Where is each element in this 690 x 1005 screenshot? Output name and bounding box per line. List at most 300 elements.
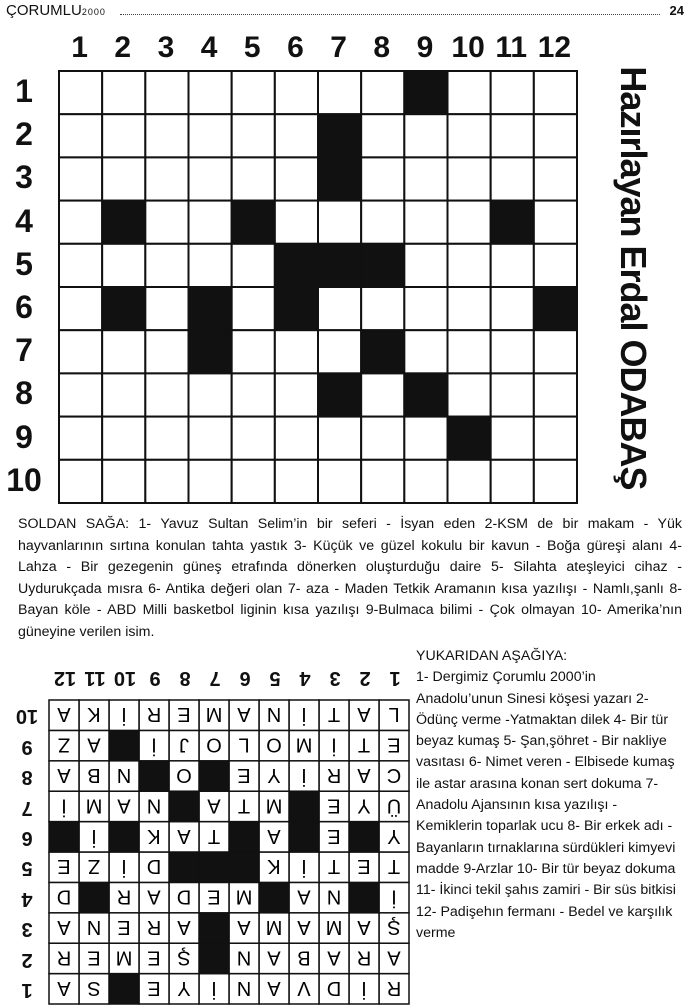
solution-letter: K: [147, 824, 161, 847]
answer-cell[interactable]: [145, 287, 188, 330]
solution-letter: Ü: [386, 794, 402, 817]
author-credit: Hazırlayan Erdal ODABAŞ: [612, 66, 654, 490]
black-cell: [189, 287, 232, 330]
solution-letter: İ: [61, 794, 67, 817]
publication-year: 2000: [81, 7, 106, 17]
answer-cell[interactable]: [275, 330, 318, 373]
answer-cell[interactable]: [59, 330, 102, 373]
answer-cell[interactable]: [275, 114, 318, 157]
solution-letter: K: [87, 703, 101, 726]
answer-cell[interactable]: [404, 157, 447, 200]
black-cell: [318, 373, 361, 416]
answer-cell[interactable]: [448, 157, 491, 200]
solution-letter: M: [115, 946, 133, 969]
answer-cell[interactable]: [189, 373, 232, 416]
black-cell: [361, 244, 404, 287]
column-label: 4: [200, 31, 218, 64]
solution-letter: Z: [57, 733, 71, 756]
answer-cell[interactable]: [361, 373, 404, 416]
column-label: 2: [114, 31, 132, 64]
black-cell: [491, 201, 534, 244]
solution-letter: A: [87, 733, 101, 756]
solution-letter: R: [56, 946, 72, 969]
solution-column-label: 2: [359, 667, 371, 689]
answer-cell[interactable]: [491, 287, 534, 330]
solution-letter: J: [179, 733, 189, 756]
solution-black-cell: [139, 761, 169, 791]
black-cell: [534, 287, 577, 330]
solution-column-label: 11: [84, 667, 106, 689]
black-cell: [275, 244, 318, 287]
page-header: [0, 0, 690, 22]
solution-letter: N: [116, 764, 132, 786]
solution-letter: N: [326, 885, 342, 908]
solution-row-label: 1: [21, 979, 33, 1001]
answer-cell[interactable]: [145, 114, 188, 157]
solution-letter: A: [267, 946, 281, 969]
solution-letter: V: [297, 976, 311, 999]
solution-letter: İ: [151, 733, 157, 756]
solution-letter: E: [327, 794, 341, 817]
solution-letter: Y: [267, 764, 281, 786]
solution-letter: T: [237, 794, 251, 817]
answer-cell[interactable]: [448, 114, 491, 157]
solution-letter: A: [267, 824, 281, 847]
solution-letter: A: [297, 885, 311, 908]
answer-cell[interactable]: [361, 114, 404, 157]
answer-cell[interactable]: [232, 373, 275, 416]
answer-cell[interactable]: [59, 71, 102, 114]
solution-black-cell: [259, 882, 289, 912]
solution-letter: İ: [301, 764, 307, 786]
solution-letter: İ: [211, 976, 217, 999]
answer-cell[interactable]: [318, 460, 361, 503]
down-clues: [416, 646, 678, 944]
solution-letter: Ş: [387, 916, 401, 938]
answer-cell[interactable]: [491, 460, 534, 503]
answer-cell[interactable]: [275, 71, 318, 114]
solution-letter: A: [207, 794, 221, 817]
answer-cell[interactable]: [318, 287, 361, 330]
solution-letter: A: [387, 946, 401, 969]
solution-letter: R: [146, 916, 162, 938]
solution-letter: L: [388, 703, 400, 726]
solution-letter: İ: [121, 703, 127, 726]
answer-cell[interactable]: [275, 460, 318, 503]
answer-cell[interactable]: [145, 244, 188, 287]
answer-cell[interactable]: [448, 244, 491, 287]
solution-grid: [48, 699, 410, 1005]
answer-cell[interactable]: [102, 330, 145, 373]
solution-letter: B: [297, 946, 311, 969]
solution-letter: R: [386, 976, 402, 999]
solution-letter: D: [326, 976, 342, 999]
answer-cell[interactable]: [404, 460, 447, 503]
solution-letter: N: [86, 916, 102, 938]
answer-cell[interactable]: [232, 71, 275, 114]
solution-column-label: 12: [53, 667, 77, 689]
column-label: 11: [495, 31, 528, 64]
answer-cell[interactable]: [189, 244, 232, 287]
answer-cell[interactable]: [491, 417, 534, 460]
answer-cell[interactable]: [102, 417, 145, 460]
solution-letter: R: [116, 885, 132, 908]
solution-row-label: 7: [21, 796, 33, 819]
solution-row-label: 8: [21, 766, 33, 789]
answer-cell[interactable]: [318, 330, 361, 373]
answer-cell[interactable]: [232, 330, 275, 373]
solution-row-label: 6: [21, 827, 33, 849]
answer-cell[interactable]: [361, 287, 404, 330]
solution-row-labels: [10, 701, 44, 1005]
row-label: 6: [15, 289, 33, 325]
answer-cell[interactable]: [404, 244, 447, 287]
solution-black-cell: [49, 822, 79, 852]
answer-cell[interactable]: [59, 417, 102, 460]
answer-cell[interactable]: [491, 330, 534, 373]
column-label: 1: [71, 31, 88, 64]
solution-letter: İ: [301, 703, 307, 726]
down-clues-title: YUKARIDAN AŞAĞIYA:: [416, 648, 568, 664]
solution-letter: D: [146, 855, 162, 878]
answer-cell[interactable]: [102, 244, 145, 287]
solution-letter: A: [357, 703, 371, 726]
answer-cell[interactable]: [232, 114, 275, 157]
solution-letter: E: [237, 764, 251, 786]
solution-letter: L: [238, 733, 250, 756]
solution-letter: M: [265, 916, 283, 938]
solution-column-label: 10: [113, 667, 137, 689]
black-cell: [102, 201, 145, 244]
row-label: 4: [15, 202, 33, 239]
solution-black-cell: [349, 882, 379, 912]
answer-cell[interactable]: [232, 460, 275, 503]
answer-cell[interactable]: [404, 330, 447, 373]
answer-cell[interactable]: [491, 157, 534, 200]
answer-cell[interactable]: [145, 373, 188, 416]
solution-letter: İ: [391, 885, 397, 908]
solution-black-cell: [199, 913, 229, 943]
solution-black-cell: [169, 852, 199, 882]
black-cell: [318, 244, 361, 287]
solution-letter: A: [57, 703, 71, 726]
answer-cell[interactable]: [189, 71, 232, 114]
solution-letter: N: [236, 946, 252, 969]
row-label: 5: [15, 245, 33, 282]
answer-cell[interactable]: [448, 287, 491, 330]
answer-cell[interactable]: [102, 71, 145, 114]
solution-letter: İ: [361, 976, 367, 999]
answer-cell[interactable]: [145, 417, 188, 460]
row-label: 8: [15, 375, 33, 412]
solution-column-label: 3: [329, 667, 341, 689]
answer-cell[interactable]: [361, 460, 404, 503]
answer-cell[interactable]: [232, 244, 275, 287]
answer-cell[interactable]: [448, 330, 491, 373]
solution-letter: M: [205, 703, 223, 726]
solution-letter: A: [237, 703, 251, 726]
answer-cell[interactable]: [361, 417, 404, 460]
answer-cell[interactable]: [59, 244, 102, 287]
column-label: 5: [243, 31, 261, 64]
solution-letter: E: [387, 733, 401, 756]
solution-black-cell: [229, 852, 259, 882]
solution-row-label: 10: [15, 705, 39, 728]
solution-letter: A: [57, 976, 71, 999]
answer-cell[interactable]: [491, 244, 534, 287]
solution-letter: T: [327, 703, 341, 726]
answer-cell[interactable]: [534, 114, 577, 157]
solution-row-label: 5: [21, 857, 33, 880]
header-rule: [120, 14, 660, 15]
solution-panel: [6, 660, 410, 1005]
answer-cell[interactable]: [404, 287, 447, 330]
puzzle-column-labels: [58, 30, 576, 66]
row-label: 10: [6, 461, 42, 498]
answer-cell[interactable]: [102, 157, 145, 200]
answer-cell[interactable]: [232, 287, 275, 330]
solution-letter: R: [356, 946, 372, 969]
answer-cell[interactable]: [534, 201, 577, 244]
column-label: 12: [537, 31, 572, 64]
answer-cell[interactable]: [145, 460, 188, 503]
column-label: 3: [157, 31, 175, 64]
black-cell: [232, 201, 275, 244]
row-label: 9: [15, 418, 33, 455]
solution-letter: E: [117, 916, 131, 938]
answer-cell[interactable]: [275, 373, 318, 416]
solution-letter: E: [177, 703, 191, 726]
solution-letter: İ: [331, 733, 337, 756]
black-cell: [404, 373, 447, 416]
solution-letter: E: [147, 976, 161, 999]
solution-column-labels: [50, 663, 410, 693]
answer-cell[interactable]: [275, 157, 318, 200]
answer-cell[interactable]: [102, 373, 145, 416]
answer-cell[interactable]: [232, 157, 275, 200]
answer-cell[interactable]: [189, 417, 232, 460]
solution-letter: E: [57, 855, 71, 878]
solution-letter: E: [357, 855, 371, 878]
solution-black-cell: [169, 791, 199, 821]
solution-letter: N: [236, 976, 252, 999]
down-clues-text: 1- Dergimiz Çorumlu 2000’in Anadolu’unun Sinesi köşesi yazarı 2- Ödünç verme -Yatmaktan dilek 4- Bir tür beyaz kumaş 5- Şan,şöhret - Bir nakliye vasıtası 6- Nimet veren - Elbisede kumaş ile astar arasına konan sert dokuma 7- Anadolu Ajansının kısa yazılışı - Kemiklerin toparlak ucu 8- Bir erkek adı - Bayanların tırnaklarına sürdükleri kimyevi madde 9-Arzlar 10- Bir tür beyaz dokuma 11- İkinci tekil şahıs zamiri - Bir süs bitkisi 12- Padişehın fermanı - Bedel ve karşılık verme: [416, 669, 676, 941]
solution-column-label: 9: [149, 667, 161, 689]
column-label: 7: [330, 31, 347, 64]
answer-cell[interactable]: [318, 71, 361, 114]
black-cell: [448, 417, 491, 460]
answer-cell[interactable]: [361, 71, 404, 114]
answer-cell[interactable]: [145, 201, 188, 244]
answer-cell[interactable]: [448, 460, 491, 503]
solution-letter: O: [206, 733, 222, 756]
solution-column-label: 1: [389, 667, 401, 689]
answer-cell[interactable]: [232, 417, 275, 460]
answer-cell[interactable]: [491, 114, 534, 157]
solution-letter: E: [327, 824, 341, 847]
answer-cell[interactable]: [59, 287, 102, 330]
solution-letter: O: [176, 764, 192, 786]
solution-letter: N: [146, 794, 162, 817]
solution-black-cell: [199, 761, 229, 791]
solution-column-label: 6: [239, 667, 251, 689]
solution-letter: A: [117, 794, 131, 817]
answer-cell[interactable]: [145, 157, 188, 200]
answer-cell[interactable]: [59, 460, 102, 503]
solution-black-cell: [349, 822, 379, 852]
solution-letter: İ: [121, 855, 127, 878]
solution-row-label: 9: [21, 735, 33, 758]
answer-cell[interactable]: [534, 417, 577, 460]
solution-letter: A: [177, 916, 191, 938]
across-clues: SOLDAN SAĞA: 1- Yavuz Sultan Selim’in bir seferi - İsyan eden 2-KSM de bir makam - Yük hayvanlarının sırtına konulan tahta yastık 3- Küçük ve güzel kokulu bir kavun - Boğa güreşi alanı 4- Lahza - Bir gezegenin güneş etrafında dönerken oluşturduğu daire 5- Silahta ateşleyici cihaz - Uydurukçada mısra 6- Antika değeri olan 7- aza - Maden Tetkik Aramanın kısa yazılışı - Namlı,şanlı 8- Bayan köle - ABD Milli basketbol liginin kısa yazılışı 9-Bulmaca bilimi - Çok olmayan 10- Amerika’nın güneyine verilen isim.: [18, 516, 682, 640]
answer-cell[interactable]: [189, 460, 232, 503]
solution-letter: N: [266, 703, 282, 726]
solution-row-label: 4: [21, 887, 33, 910]
answer-cell[interactable]: [189, 201, 232, 244]
puzzle-row-labels: [0, 70, 56, 502]
solution-black-cell: [289, 791, 319, 821]
solution-letter: A: [357, 916, 371, 938]
answer-cell[interactable]: [361, 201, 404, 244]
solution-letter: R: [326, 764, 342, 786]
answer-cell[interactable]: [102, 114, 145, 157]
solution-column-label: 5: [269, 667, 281, 689]
solution-letter: Y: [387, 824, 401, 847]
answer-cell[interactable]: [59, 373, 102, 416]
answer-cell[interactable]: [361, 157, 404, 200]
solution-letter: E: [87, 946, 101, 969]
black-cell: [318, 114, 361, 157]
solution-black-cell: [289, 822, 319, 852]
answer-cell[interactable]: [102, 460, 145, 503]
answer-cell[interactable]: [59, 157, 102, 200]
crossword-grid[interactable]: [58, 70, 578, 504]
black-cell: [275, 287, 318, 330]
row-label: 2: [15, 116, 33, 153]
solution-black-cell: [109, 822, 139, 852]
solution-letter: T: [387, 855, 401, 878]
solution-black-cell: [109, 974, 139, 1004]
answer-cell[interactable]: [448, 201, 491, 244]
column-label: 10: [451, 31, 485, 64]
answer-cell[interactable]: [448, 373, 491, 416]
solution-letter: E: [207, 885, 221, 908]
answer-cell[interactable]: [189, 114, 232, 157]
solution-letter: D: [176, 885, 192, 908]
solution-letter: M: [235, 885, 253, 908]
answer-cell[interactable]: [318, 201, 361, 244]
answer-cell[interactable]: [59, 114, 102, 157]
solution-letter: T: [327, 855, 341, 878]
answer-cell[interactable]: [318, 417, 361, 460]
answer-cell[interactable]: [404, 201, 447, 244]
solution-letter: A: [237, 916, 251, 938]
solution-letter: A: [357, 764, 371, 786]
solution-letter: A: [57, 916, 71, 938]
solution-letter: A: [267, 976, 281, 999]
solution-column-label: 4: [299, 667, 311, 689]
solution-letter: M: [265, 794, 283, 817]
answer-cell[interactable]: [534, 157, 577, 200]
solution-black-cell: [109, 730, 139, 760]
solution-letter: A: [327, 946, 341, 969]
column-label: 8: [373, 31, 391, 64]
publication-name: ÇORUMLU2000: [6, 2, 106, 19]
row-label: 7: [15, 332, 33, 369]
black-cell: [404, 71, 447, 114]
solution-letter: M: [325, 916, 343, 938]
solution-letter: E: [147, 946, 161, 969]
answer-cell[interactable]: [59, 201, 102, 244]
page-number: 24: [669, 3, 684, 18]
solution-letter: İ: [301, 855, 307, 878]
solution-column-label: 7: [209, 667, 221, 689]
solution-letter: İ: [91, 824, 97, 847]
column-label: 6: [287, 31, 304, 64]
solution-letter: Z: [87, 855, 101, 878]
black-cell: [102, 287, 145, 330]
answer-cell[interactable]: [145, 71, 188, 114]
answer-cell[interactable]: [275, 417, 318, 460]
solution-letter: Y: [177, 976, 191, 999]
solution-letter: Y: [357, 794, 371, 817]
answer-cell[interactable]: [534, 460, 577, 503]
answer-cell[interactable]: [448, 71, 491, 114]
solution-letter: O: [266, 733, 282, 756]
solution-row-label: 2: [21, 948, 33, 971]
solution-letter: S: [87, 976, 101, 999]
solution-letter: Ş: [177, 946, 191, 969]
answer-cell[interactable]: [189, 157, 232, 200]
solution-letter: M: [295, 733, 313, 756]
solution-letter: A: [147, 885, 161, 908]
answer-cell[interactable]: [534, 373, 577, 416]
row-label: 3: [15, 159, 33, 196]
solution-black-cell: [199, 852, 229, 882]
solution-letter: C: [386, 764, 402, 786]
solution-letter: A: [57, 764, 71, 786]
solution-row-label: 3: [21, 918, 33, 941]
answer-cell[interactable]: [275, 201, 318, 244]
answer-cell[interactable]: [404, 114, 447, 157]
black-cell: [318, 157, 361, 200]
answer-cell[interactable]: [534, 330, 577, 373]
solution-letter: A: [297, 916, 311, 938]
solution-column-label: 8: [179, 667, 191, 689]
answer-cell[interactable]: [534, 71, 577, 114]
solution-letter: T: [357, 733, 371, 756]
row-label: 1: [15, 73, 33, 109]
solution-black-cell: [229, 822, 259, 852]
solution-letter: T: [207, 824, 221, 847]
solution-letter: D: [56, 885, 72, 908]
column-label: 9: [416, 31, 434, 64]
solution-letter: K: [267, 855, 281, 878]
solution-letter: M: [85, 794, 103, 817]
solution-letter: R: [146, 703, 162, 726]
solution-black-cell: [79, 882, 109, 912]
answer-cell[interactable]: [491, 373, 534, 416]
black-cell: [189, 330, 232, 373]
answer-cell[interactable]: [491, 71, 534, 114]
answer-cell[interactable]: [404, 417, 447, 460]
answer-cell[interactable]: [534, 244, 577, 287]
answer-cell[interactable]: [145, 330, 188, 373]
solution-letter: B: [87, 764, 101, 786]
black-cell: [361, 330, 404, 373]
solution-black-cell: [199, 943, 229, 973]
